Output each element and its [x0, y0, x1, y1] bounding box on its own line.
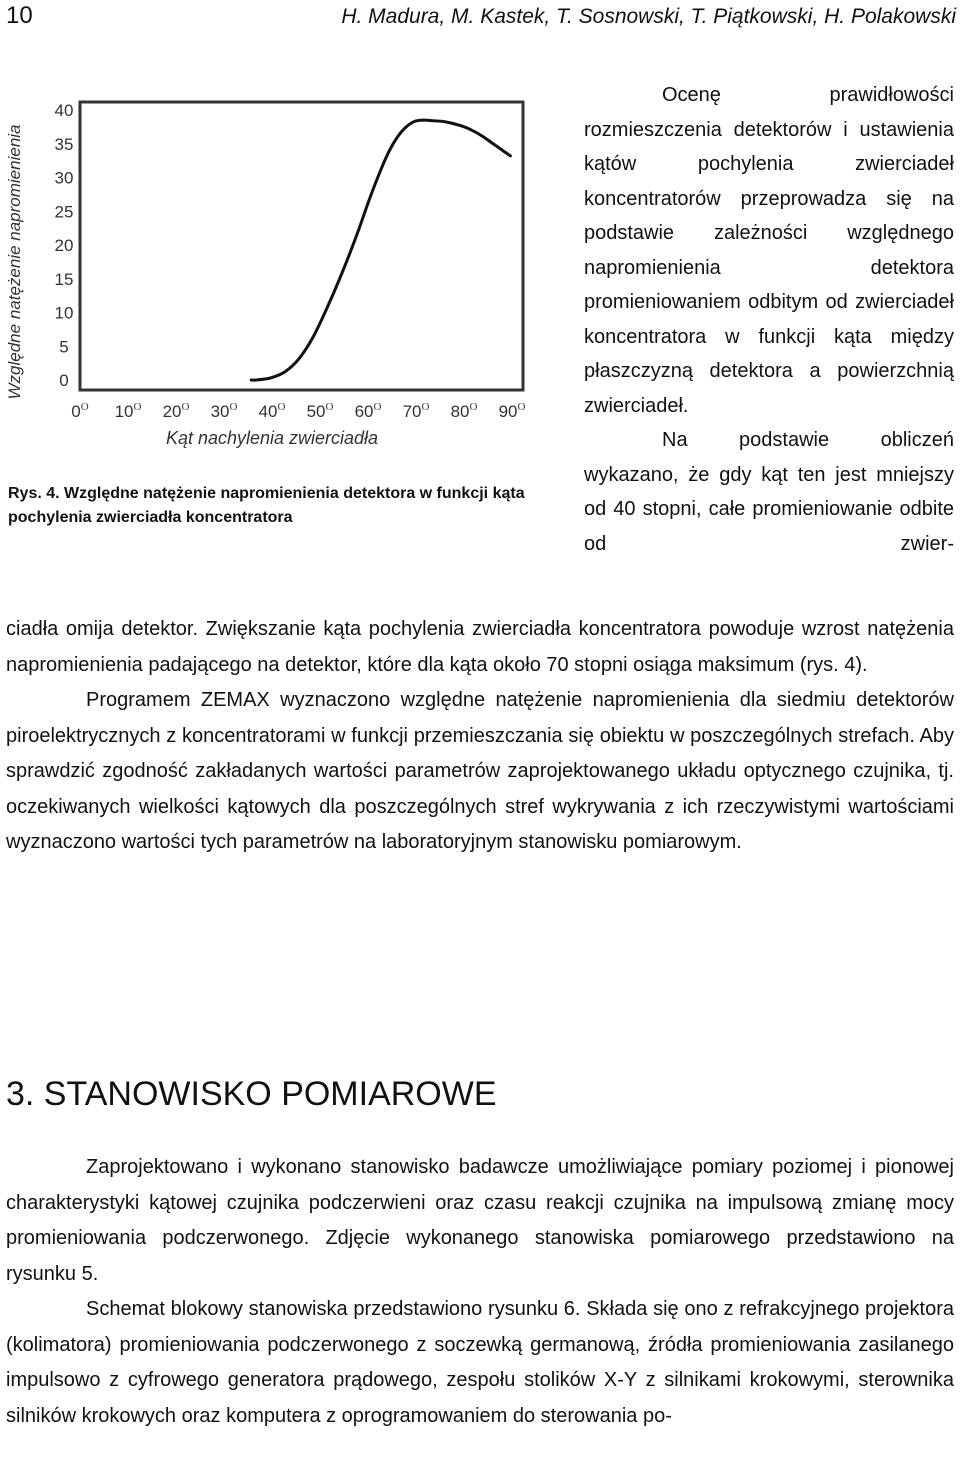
y-tick-label: 0 — [59, 371, 69, 390]
x-tick-label: $70^O$ — [402, 401, 430, 421]
x-tick-label: $80^O$ — [450, 401, 478, 421]
x-tick-label: $0^O$ — [71, 401, 89, 421]
body-text-upper — [6, 612, 954, 861]
y-tick-label: 40 — [54, 101, 74, 120]
x-tick-label: $10^O$ — [114, 401, 142, 421]
x-tick-label: $20^O$ — [162, 401, 190, 421]
paragraph-1: Ocenę prawidłowości rozmieszczenia detektorów i ustawienia kątów pochylenia zwierciadeł koncentratorów przeprowadza się na podstawie zależności względnego napromienienia detektora promieniowaniem odbitym od zwierciadeł koncentratora w funkcji kąta między płaszczyzną detektora a powierzchnią zwierciadeł. — [584, 84, 954, 417]
y-axis-label: Względne natężenie napromienienia — [5, 124, 24, 400]
section-title: 3. STANOWISKO POMIAROWE — [6, 1075, 497, 1113]
running-head: H. Madura, M. Kastek, T. Sosnowski, T. Piątkowski, H. Polakowski — [341, 5, 956, 28]
paragraph-5: Schemat blokowy stanowiska przedstawiono rysunku 6. Składa się ono z refrakcyjnego projektora (kolimatora) promieniowania podczerwonego z soczewką germanową, źródła promieniowania zasilanego impulsowo z cyfrowego generatora prądowego, zespołu stolików X-Y z silnikami krokowymi, sterownika silników krokowych oraz komputera z oprogramowaniem do sterowania po- — [6, 1298, 954, 1427]
figure-caption: Rys. 4. Względne natężenie napromienienia detektora w funkcji kąta pochylenia zwierciadła koncentratora — [8, 485, 525, 526]
y-tick-label: 15 — [54, 269, 74, 289]
x-tick-label: $50^O$ — [306, 401, 334, 421]
figure-4 — [0, 82, 580, 482]
plot-frame — [80, 102, 523, 390]
paragraph-2-continued: ciadła omija detektor. Zwiększanie kąta pochylenia zwierciadła koncentratora powoduje wzrost natężenia napromienienia padającego na detektor, które dla kąta około 70 stopni osiąga maksimum (rys. 4). — [6, 618, 954, 676]
x-axis-label: Kąt nachylenia zwierciadła — [165, 428, 379, 448]
paragraph-3: Programem ZEMAX wyznaczono względne natężenie napromienienia dla siedmiu detektorów piroelektrycznych z koncentratorami w funkcji przemieszczania się obiektu w poszczególnych strefach. Aby sprawdzić zgodność zakładanych wartości parametrów zaprojektowanego układu optycznego czujnika, tj. oczekiwanych wielkości kątowych dla poszczególnych stref wykrywania z ich rzeczywistymi wartościami wyznaczono wartości tych parametrów na laboratoryjnym stanowisku pomiarowym. — [6, 689, 954, 853]
y-tick-label: 30 — [54, 168, 74, 188]
intensity-chart — [0, 82, 580, 482]
x-tick-label: $60^O$ — [354, 401, 382, 421]
page-number: 10 — [6, 2, 33, 29]
y-tick-label: 20 — [54, 236, 74, 255]
y-tick-label: 35 — [54, 134, 74, 154]
x-tick-label: $30^O$ — [210, 401, 238, 421]
body-text-lower — [6, 1150, 954, 1434]
side-text-column — [584, 78, 954, 561]
y-tick-label: 10 — [54, 303, 74, 323]
y-tick-label: 25 — [54, 202, 74, 222]
x-tick-label: $90^O$ — [498, 401, 526, 421]
paragraph-2: Na podstawie obliczeń wykazano, że gdy kąt ten jest mniejszy od 40 stopni, całe promieniowanie odbite od zwier- — [584, 429, 954, 555]
page-header — [6, 2, 956, 30]
y-tick-label: 5 — [59, 337, 69, 357]
series-line — [251, 120, 510, 380]
x-tick-label: $40^O$ — [258, 401, 286, 421]
paragraph-4: Zaprojektowano i wykonano stanowisko badawcze umożliwiające pomiary poziomej i pionowej charakterystyki kątowej czujnika podczerwieni oraz czasu reakcji czujnika na impulsową zmianę mocy promieniowania podczerwonego. Zdjęcie wykonanego stanowiska pomiarowego przedstawiono na rysunku 5. — [6, 1156, 954, 1285]
